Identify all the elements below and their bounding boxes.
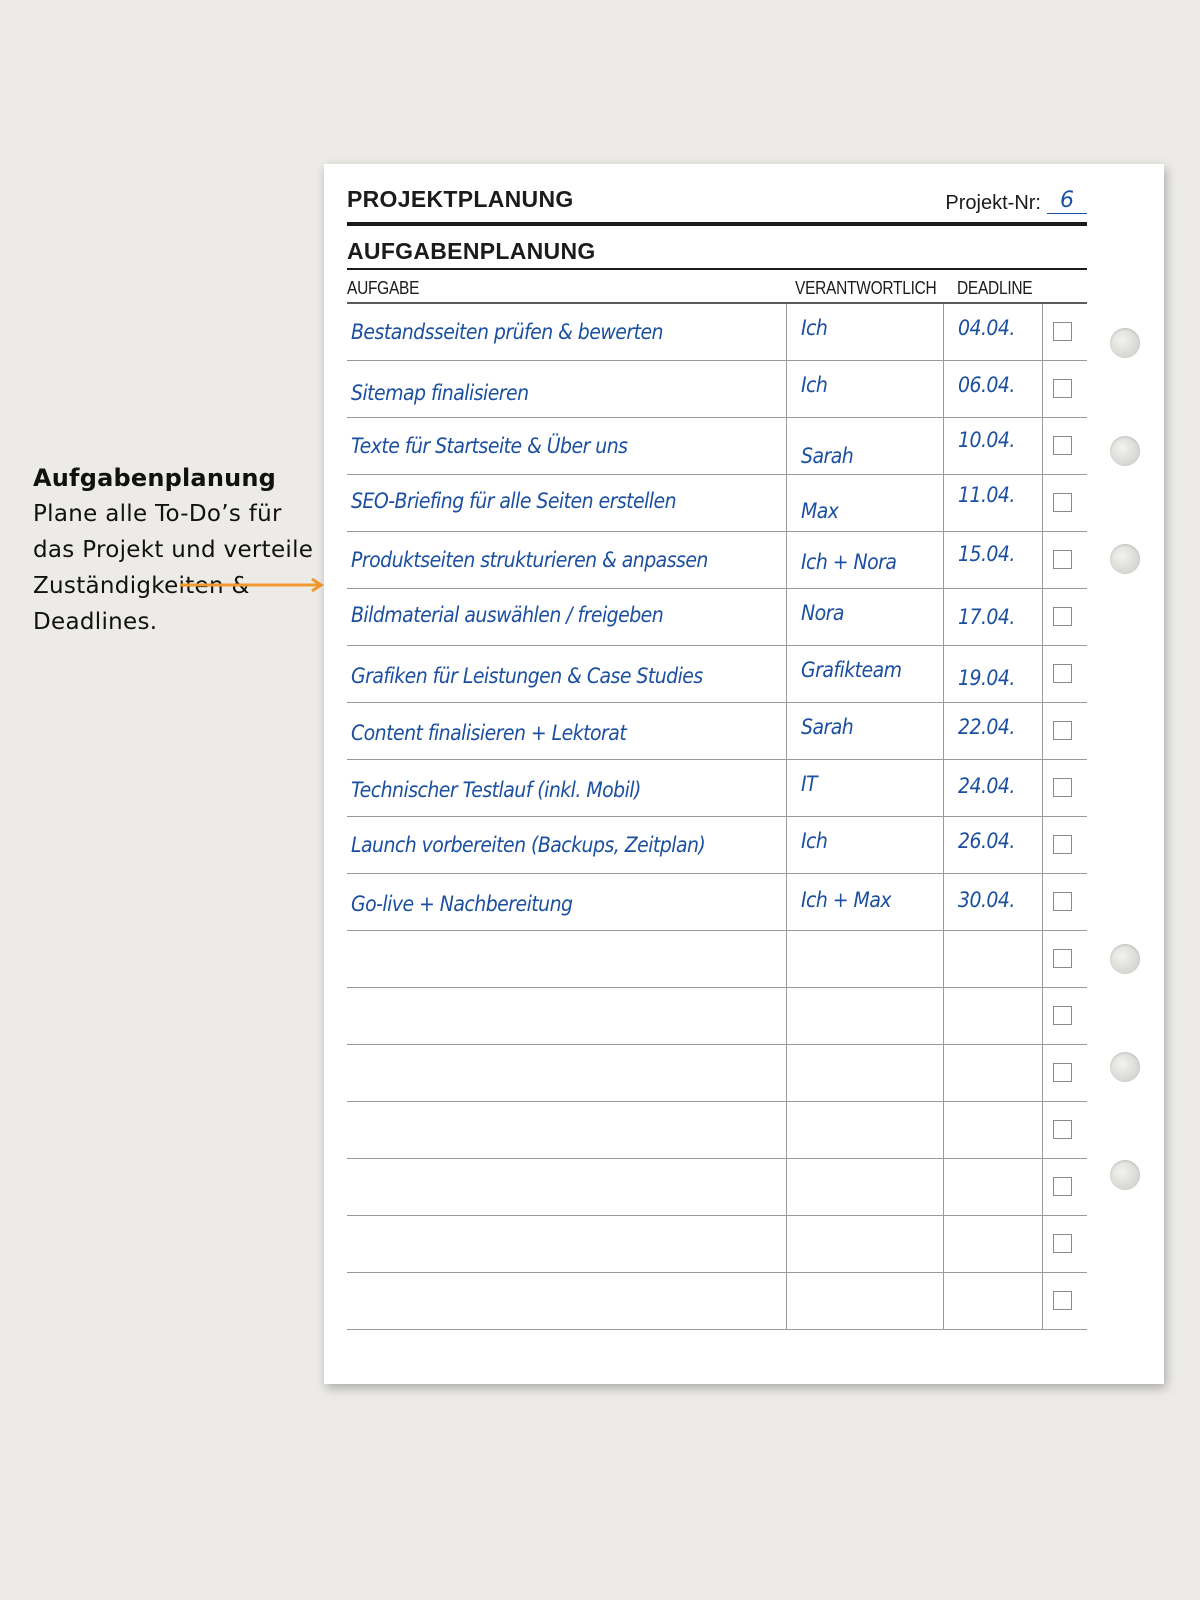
table-row: [347, 931, 1087, 988]
checkbox-cell: [1042, 1216, 1087, 1272]
table-row: [347, 760, 1087, 817]
checkbox-cell: [1042, 1045, 1087, 1101]
done-checkbox[interactable]: [1053, 379, 1072, 398]
deadline-cell[interactable]: [943, 532, 1042, 588]
table-row: [347, 418, 1087, 475]
task-text: Texte für Startseite & Über uns: [351, 434, 628, 458]
project-number-label: Projekt-Nr:: [945, 192, 1041, 214]
done-checkbox[interactable]: [1053, 949, 1072, 968]
responsible-cell[interactable]: [786, 1273, 943, 1329]
responsible-cell[interactable]: [786, 304, 943, 360]
punch-hole: [1110, 1052, 1140, 1082]
punch-hole: [1110, 544, 1140, 574]
deadline-cell[interactable]: [943, 703, 1042, 759]
done-checkbox[interactable]: [1053, 493, 1072, 512]
responsible-cell[interactable]: [786, 988, 943, 1044]
deadline-text: 15.04.: [958, 542, 1015, 566]
table-row: [347, 361, 1087, 418]
deadline-cell[interactable]: [943, 931, 1042, 987]
deadline-cell[interactable]: [943, 1102, 1042, 1158]
deadline-cell[interactable]: [943, 418, 1042, 474]
responsible-text: Ich + Max: [801, 888, 892, 912]
deadline-text: 19.04.: [958, 666, 1015, 690]
task-cell[interactable]: [347, 1159, 786, 1215]
done-checkbox[interactable]: [1053, 835, 1072, 854]
responsible-text: Nora: [801, 601, 844, 625]
checkbox-cell: [1042, 703, 1087, 759]
deadline-text: 17.04.: [958, 605, 1015, 629]
responsible-cell[interactable]: [786, 1159, 943, 1215]
project-number-value: 6: [1047, 189, 1087, 214]
checkbox-cell: [1042, 760, 1087, 816]
responsible-text: Grafikteam: [801, 658, 902, 682]
checkbox-cell: [1042, 646, 1087, 702]
task-text: Produktseiten strukturieren & anpassen: [351, 548, 708, 572]
table-row: [347, 817, 1087, 874]
responsible-text: Ich: [801, 829, 828, 853]
responsible-text: Ich + Nora: [801, 550, 897, 574]
done-checkbox[interactable]: [1053, 1234, 1072, 1253]
task-cell[interactable]: [347, 1045, 786, 1101]
checkbox-cell: [1042, 361, 1087, 417]
sheet-header: [347, 184, 1087, 226]
annotation-title: Aufgabenplanung: [33, 464, 277, 492]
responsible-text: Sarah: [801, 715, 854, 739]
responsible-cell[interactable]: [786, 931, 943, 987]
deadline-text: 06.04.: [958, 373, 1015, 397]
deadline-text: 26.04.: [958, 829, 1015, 853]
deadline-cell[interactable]: [943, 760, 1042, 816]
task-cell[interactable]: [347, 532, 786, 588]
task-text: Grafiken für Leistungen & Case Studies: [351, 664, 703, 688]
table-row: [347, 1159, 1087, 1216]
task-text: Sitemap finalisieren: [351, 381, 529, 405]
column-header-responsible: VERANTWORTLICH: [795, 278, 937, 298]
done-checkbox[interactable]: [1053, 1006, 1072, 1025]
task-text: Go-live + Nachbereitung: [351, 892, 573, 916]
checkbox-cell: [1042, 418, 1087, 474]
done-checkbox[interactable]: [1053, 778, 1072, 797]
responsible-text: Ich: [801, 373, 828, 397]
table-row: [347, 1102, 1087, 1159]
task-cell[interactable]: [347, 931, 786, 987]
task-text: Launch vorbereiten (Backups, Zeitplan): [351, 833, 706, 857]
deadline-cell[interactable]: [943, 304, 1042, 360]
task-cell[interactable]: [347, 418, 786, 474]
checkbox-cell: [1042, 475, 1087, 531]
deadline-cell[interactable]: [943, 817, 1042, 873]
task-cell[interactable]: [347, 817, 786, 873]
done-checkbox[interactable]: [1053, 892, 1072, 911]
task-cell[interactable]: [347, 1102, 786, 1158]
responsible-cell[interactable]: [786, 1216, 943, 1272]
annotation-callout: [33, 460, 323, 640]
checkbox-cell: [1042, 988, 1087, 1044]
task-text: Bildmaterial auswählen / freigeben: [351, 603, 664, 627]
checkbox-cell: [1042, 874, 1087, 930]
responsible-cell[interactable]: [786, 646, 943, 702]
task-cell[interactable]: [347, 988, 786, 1044]
done-checkbox[interactable]: [1053, 322, 1072, 341]
table-row: [347, 589, 1087, 646]
task-cell[interactable]: [347, 1216, 786, 1272]
done-checkbox[interactable]: [1053, 1177, 1072, 1196]
task-cell[interactable]: [347, 304, 786, 360]
deadline-text: 22.04.: [958, 715, 1015, 739]
arrow-right-icon: [180, 578, 330, 592]
responsible-cell[interactable]: [786, 589, 943, 645]
table-row: [347, 1045, 1087, 1102]
task-cell[interactable]: [347, 874, 786, 930]
deadline-cell[interactable]: [943, 646, 1042, 702]
responsible-cell[interactable]: [786, 361, 943, 417]
section-header: [347, 238, 1087, 270]
project-number-field: [945, 186, 1087, 216]
table-row: [347, 1216, 1087, 1273]
section-title: AUFGABENPLANUNG: [347, 238, 596, 264]
deadline-cell[interactable]: [943, 1216, 1042, 1272]
done-checkbox[interactable]: [1053, 1120, 1072, 1139]
responsible-cell[interactable]: [786, 1102, 943, 1158]
punch-hole: [1110, 436, 1140, 466]
table-row: [347, 475, 1087, 532]
responsible-cell[interactable]: [786, 418, 943, 474]
task-text: SEO-Briefing für alle Seiten erstellen: [351, 489, 677, 513]
table-row: [347, 1273, 1087, 1330]
task-text: Content finalisieren + Lektorat: [351, 721, 627, 745]
responsible-text: IT: [801, 772, 818, 796]
table-row: [347, 874, 1087, 931]
deadline-cell[interactable]: [943, 475, 1042, 531]
deadline-text: 10.04.: [958, 428, 1015, 452]
deadline-text: 30.04.: [958, 888, 1015, 912]
done-checkbox[interactable]: [1053, 550, 1072, 569]
checkbox-cell: [1042, 532, 1087, 588]
responsible-cell[interactable]: [786, 760, 943, 816]
column-header-task: AUFGABE: [347, 278, 420, 298]
table-header: [347, 274, 1087, 304]
task-table: [347, 304, 1087, 1330]
table-row: [347, 703, 1087, 760]
task-cell[interactable]: [347, 760, 786, 816]
done-checkbox[interactable]: [1053, 1291, 1072, 1310]
deadline-text: 11.04.: [958, 483, 1015, 507]
deadline-cell[interactable]: [943, 1159, 1042, 1215]
responsible-cell[interactable]: [786, 1045, 943, 1101]
table-row: [347, 532, 1087, 589]
checkbox-cell: [1042, 931, 1087, 987]
checkbox-cell: [1042, 817, 1087, 873]
annotation-body: Plane alle To-Do’s für das Projekt und verteile Zuständigkeiten & Deadlines.: [33, 501, 314, 635]
deadline-cell[interactable]: [943, 988, 1042, 1044]
task-text: Technischer Testlauf (inkl. Mobil): [351, 778, 641, 802]
task-cell[interactable]: [347, 361, 786, 417]
checkbox-cell: [1042, 1273, 1087, 1329]
table-row: [347, 304, 1087, 361]
checkbox-cell: [1042, 304, 1087, 360]
deadline-cell[interactable]: [943, 1045, 1042, 1101]
task-text: Bestandsseiten prüfen & bewerten: [351, 320, 663, 344]
responsible-cell[interactable]: [786, 532, 943, 588]
deadline-cell[interactable]: [943, 874, 1042, 930]
deadline-cell[interactable]: [943, 361, 1042, 417]
table-row: [347, 646, 1087, 703]
task-cell[interactable]: [347, 475, 786, 531]
deadline-text: 24.04.: [958, 774, 1015, 798]
task-cell[interactable]: [347, 589, 786, 645]
checkbox-cell: [1042, 1159, 1087, 1215]
responsible-text: Sarah: [801, 444, 854, 468]
page-title: PROJEKTPLANUNG: [347, 186, 574, 212]
responsible-text: Ich: [801, 316, 828, 340]
deadline-cell[interactable]: [943, 1273, 1042, 1329]
responsible-text: Max: [801, 499, 839, 523]
column-header-deadline: DEADLINE: [957, 278, 1033, 298]
responsible-cell[interactable]: [786, 475, 943, 531]
deadline-text: 04.04.: [958, 316, 1015, 340]
done-checkbox[interactable]: [1053, 607, 1072, 626]
planner-sheet: [324, 164, 1164, 1384]
checkbox-cell: [1042, 1102, 1087, 1158]
task-cell[interactable]: [347, 1273, 786, 1329]
punch-hole: [1110, 328, 1140, 358]
responsible-cell[interactable]: [786, 817, 943, 873]
responsible-cell[interactable]: [786, 703, 943, 759]
done-checkbox[interactable]: [1053, 664, 1072, 683]
done-checkbox[interactable]: [1053, 1063, 1072, 1082]
responsible-cell[interactable]: [786, 874, 943, 930]
done-checkbox[interactable]: [1053, 436, 1072, 455]
task-cell[interactable]: [347, 703, 786, 759]
deadline-cell[interactable]: [943, 589, 1042, 645]
task-cell[interactable]: [347, 646, 786, 702]
punch-hole: [1110, 944, 1140, 974]
done-checkbox[interactable]: [1053, 721, 1072, 740]
table-row: [347, 988, 1087, 1045]
punch-hole: [1110, 1160, 1140, 1190]
checkbox-cell: [1042, 589, 1087, 645]
